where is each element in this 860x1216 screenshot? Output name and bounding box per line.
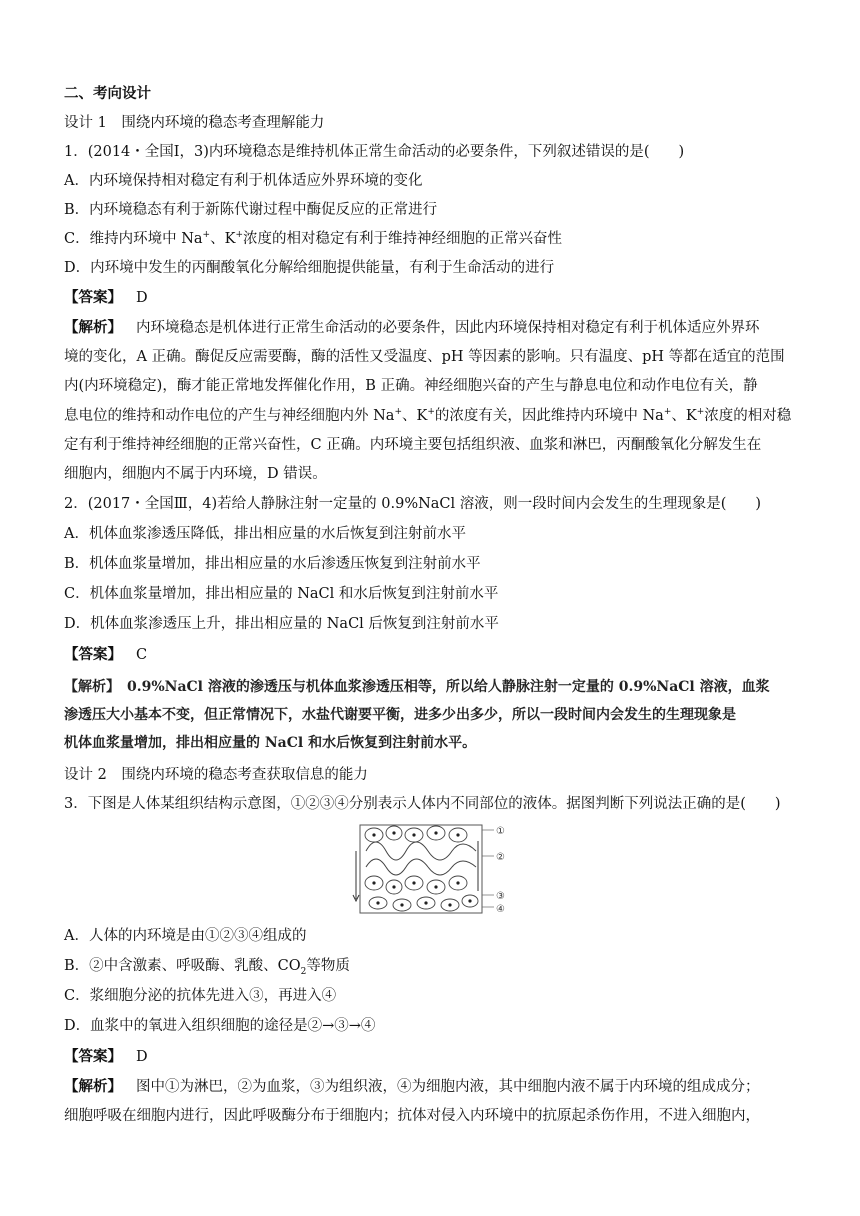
q3-option-a: A．人体的内环境是由①②③④组成的 <box>64 928 307 944</box>
fig-label-2: ② <box>496 852 505 863</box>
q1-answer: 【答案】 D <box>64 290 148 306</box>
q1-analysis-line6: 细胞内，细胞内不属于内环境，D 错误。 <box>64 466 327 482</box>
q1-analysis-line1: 【解析】 内环境稳态是机体进行正常生命活动的必要条件，因此内环境保持相对稳定有利于机体适应外界环 <box>64 320 760 336</box>
tissue-structure-diagram <box>352 821 522 917</box>
q2-option-b: B．机体血浆量增加，排出相应量的水后渗透压恢复到注射前水平 <box>64 556 481 572</box>
fig-label-3: ③ <box>496 891 505 902</box>
section-title: 二、考向设计 <box>64 86 151 102</box>
q3-answer: 【答案】 D <box>64 1049 148 1065</box>
q1-option-c: C．维持内环境中 Na+、K+浓度的相对稳定有利于维持神经细胞的正常兴奋性 <box>64 230 562 247</box>
q1-option-b: B．内环境稳态有利于新陈代谢过程中酶促反应的正常进行 <box>64 202 438 218</box>
q1-analysis-line4: 息电位的维持和动作电位的产生与神经细胞内外 Na+、K+的浓度有关，因此维持内环境中 Na+、K+浓度的相对稳 <box>64 407 792 424</box>
q3-option-d: D．血浆中的氧进入组织细胞的途径是②→③→④ <box>64 1018 376 1034</box>
q2-option-c: C．机体血浆量增加，排出相应量的 NaCl 和水后恢复到注射前水平 <box>64 586 499 602</box>
q1-analysis-line3: 内(内环境稳定)，酶才能正常地发挥催化作用，B 正确。神经细胞兴奋的产生与静息电位和动作电位有关，静 <box>64 378 758 394</box>
q3-stem: 3．下图是人体某组织结构示意图，①②③④分别表示人体内不同部位的液体。据图判断下列说法正确的是( ) <box>64 796 781 812</box>
q2-answer: 【答案】 C <box>64 647 148 663</box>
design1-title: 设计 1 围绕内环境的稳态考查理解能力 <box>64 115 325 131</box>
fig-label-4: ④ <box>496 904 505 915</box>
q3-option-c: C．浆细胞分泌的抗体先进入③，再进入④ <box>64 988 337 1004</box>
q1-analysis-line2: 境的变化，A 正确。酶促反应需要酶，酶的活性又受温度、pH 等因素的影响。只有温度、pH 等都在适宜的范围 <box>64 349 785 365</box>
q2-option-a: A．机体血浆渗透压降低，排出相应量的水后恢复到注射前水平 <box>64 526 466 542</box>
q2-stem: 2．(2017・全国Ⅲ，4)若给人静脉注射一定量的 0.9%NaCl 溶液，则一段时间内会发生的生理现象是( ) <box>64 496 762 512</box>
q1-option-a: A．内环境保持相对稳定有利于机体适应外界环境的变化 <box>64 173 423 189</box>
fig-label-1: ① <box>496 826 505 837</box>
q1-analysis-line5: 定有利于维持神经细胞的正常兴奋性，C 正确。内环境主要包括组织液、血浆和淋巴，丙酮酸氧化分解发生在 <box>64 437 762 453</box>
q1-stem: 1．(2014・全国Ⅰ，3)内环境稳态是维持机体正常生命活动的必要条件，下列叙述错误的是( ) <box>64 144 685 160</box>
q2-option-d: D．机体血浆渗透压上升，排出相应量的 NaCl 后恢复到注射前水平 <box>64 616 499 632</box>
design2-title: 设计 2 围绕内环境的稳态考查获取信息的能力 <box>64 767 368 783</box>
q2-analysis-line3: 机体血浆量增加，排出相应量的 NaCl 和水后恢复到注射前水平。 <box>64 735 477 751</box>
q3-option-b: B．②中含激素、呼吸酶、乳酸、$CO_2$等物质 <box>64 958 350 977</box>
q2-analysis-line2: 渗透压大小基本不变，但正常情况下，水盐代谢要平衡，进多少出多少，所以一段时间内会发生的生理现象是 <box>64 707 736 723</box>
q1-option-d: D．内环境中发生的丙酮酸氧化分解给细胞提供能量，有利于生命活动的进行 <box>64 260 555 276</box>
q3-analysis-line2: 细胞呼吸在细胞内进行，因此呼吸酶分布于细胞内；抗体对侵入内环境中的抗原起杀伤作用，不进入细胞内， <box>64 1108 760 1124</box>
q2-analysis-line1: 【解析】 0.9%NaCl 溶液的渗透压与机体血浆渗透压相等，所以给人静脉注射一定量的 0.9%NaCl 溶液，血浆 <box>64 679 770 695</box>
q3-analysis-line1: 【解析】 图中①为淋巴，②为血浆，③为组织液，④为细胞内液，其中细胞内液不属于内环境的组成成分； <box>64 1079 760 1095</box>
